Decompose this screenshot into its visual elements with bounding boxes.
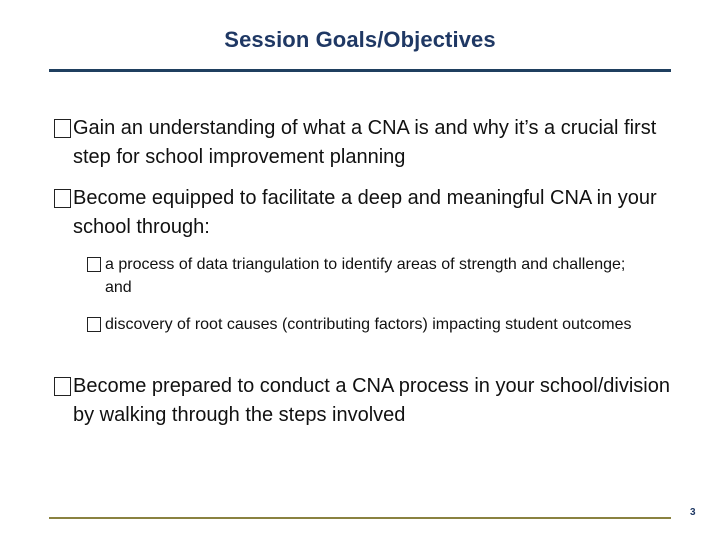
bullet-text: Become equipped to facilitate a deep and meaningful CNA in your school through: <box>73 187 657 238</box>
bullet-box-icon <box>54 377 71 396</box>
slide-title: Session Goals/Objectives <box>224 27 496 52</box>
sub-bullet-text: a process of data triangulation to identify areas of strength and challenge; and <box>105 256 626 296</box>
bullet-box-icon <box>54 119 71 138</box>
bullet-item <box>54 372 684 430</box>
title-divider <box>49 69 671 72</box>
bullet-text: Become prepared to conduct a CNA process in your school/division by walking through the steps involved <box>73 375 670 426</box>
bullet-text: Gain an understanding of what a CNA is and why it’s a crucial first step for school improvement planning <box>73 117 657 168</box>
footer-divider <box>49 517 671 519</box>
bullet-box-icon <box>87 257 101 272</box>
bullet-box-icon <box>54 189 71 208</box>
sub-bullet-text: discovery of root causes (contributing factors) impacting student outcomes <box>105 316 632 333</box>
sub-bullet-item <box>87 253 647 299</box>
sub-bullet-item <box>87 313 647 336</box>
bullet-box-icon <box>87 317 101 332</box>
bullet-item <box>54 114 684 172</box>
bullet-item <box>54 184 684 242</box>
page-number: 3 <box>690 507 696 518</box>
